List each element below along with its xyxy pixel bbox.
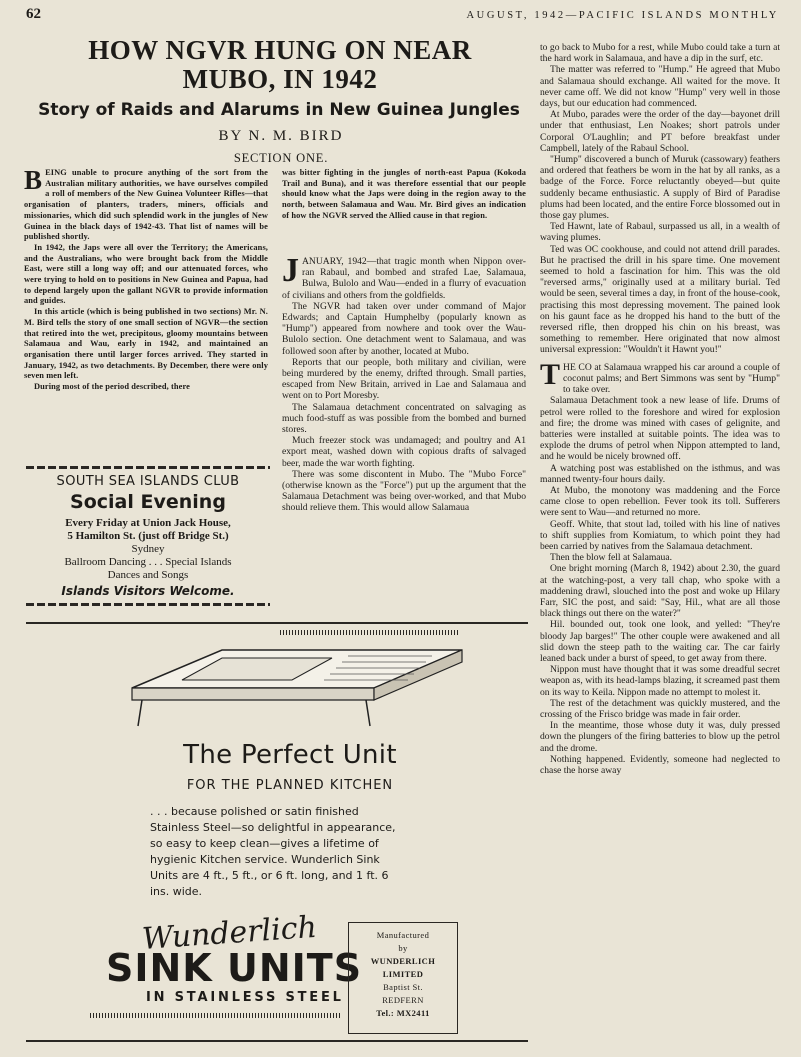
c3-paragraph-18: Nothing happened. Evidently, someone had neglected to chase the horse away — [540, 753, 780, 776]
section-label: SECTION ONE. — [233, 151, 329, 165]
title-line-2: MUBO, IN 1942 — [182, 64, 378, 94]
body-drop-cap: J — [282, 256, 299, 289]
ad-brand-script: Wunderlich — [141, 909, 318, 957]
c3-paragraph-13: One bright morning (March 8, 1942) about 2.30, the guard at the watching-post, a very tall chap, who spoke with a maddening drawl, slouched into the post and woke up Hilary Farr, SIC the post, and said: "Say, Hil., what are all those black things out there on the water?" — [540, 563, 780, 620]
c3-paragraph-4: "Hump" discovered a bunch of Muruk (cassowary) feathers and ordered that feathers be worn in the hat by all ranks, as a badge of the Force. Force reluctantly obeyed—but quite suddenly became enthusiastic. A supply of Bird of Paradise plums had been located, and the entire Force blossomed out in those gay plumes. — [540, 154, 780, 222]
sink-unit-illustration — [112, 638, 464, 730]
intro-continuation-text: was bitter fighting in the jungles of north-east Papua (Kokoda Trail and Buna), and it was therefore essential that our people should know what the Japs were doing in the region away to the north, between Salamaua and Wau. Mr. Bird gives an indication of how the NGVR served the Allied cause in that region. — [282, 168, 526, 220]
club-when: Every Friday at Union Jack House, — [65, 517, 231, 529]
body-paragraph-5: Much freezer stock was undamaged; and poultry and A1 export meat, washed down with copious drafts of salvaged beer, made the war worth fighting. — [282, 435, 526, 469]
c3-paragraph-7: THE CO at Salamaua wrapped his car around a couple of coconut palms; and Bert Simmons was sent by "Hump" to take over. — [540, 357, 780, 396]
maker-line-1: Manufactured — [376, 930, 430, 940]
intro-column — [24, 168, 268, 462]
body-paragraph-1: JANUARY, 1942—that tragic month when Nippon over-ran Rabaul, and bombed and strafed Lae, Salamaua, Bulwa, Bulolo and Wau—ended in a flurry of evacuation of civilians and others from the goldfields. — [282, 256, 526, 301]
body-paragraph-3: Reports that our people, both military and civilian, were being murdered by the enemy, drifted through. Small parties, escaped from New Britain, arrived in Lae and Salamaua and went on to Port Moresby. — [282, 356, 526, 402]
running-head: AUGUST, 1942—PACIFIC ISLANDS MONTHLY — [466, 10, 779, 21]
intro-paragraph-1: BEING unable to procure anything of the sort from the Australian military authorities, we have ourselves compiled a roll of members of the New Guinea Volunteer Rifles—that organisation of planters, traders, miners, officials and missionaries, which did such splendid work in the jungles of New Guinea in the black days of 1942-43. That list of names will be published shortly. — [24, 168, 268, 242]
c3-paragraph-17: In the meantime, those whose duty it was, duly pressed down the plungers of the firing batteries to blow up the petrol and the drome. — [540, 720, 780, 754]
club-ad-bottom-rule — [26, 603, 270, 606]
ad-product-name: SINK UNITS — [106, 946, 363, 990]
maker-line-3: WUNDERLICH — [370, 956, 436, 966]
ad-bottom-rule — [26, 1040, 528, 1042]
club-ad-top-rule — [26, 466, 270, 469]
manufacturer-box — [348, 922, 458, 1034]
article-title — [30, 36, 530, 94]
c3-drop-cap: T — [540, 357, 561, 391]
body-paragraph-6: There was some discontent in Mubo. The "Mubo Force" (otherwise known as the "Force") put up the argument that the Salamaua Detachment was being over-worked, and that Mubo should relieve them. This would allow Salamaua — [282, 468, 526, 514]
club-activities-2: Dances and Songs — [107, 569, 189, 581]
ad-title: The Perfect Unit — [183, 740, 397, 770]
body-column-3 — [540, 42, 780, 1052]
club-where: 5 Hamilton St. (just off Bridge St.) — [67, 530, 229, 542]
title-line-1: HOW NGVR HUNG ON NEAR — [88, 35, 472, 65]
c3-paragraph-9: A watching post was established on the isthmus, and was manned twenty-four hours daily. — [540, 462, 780, 485]
c3-paragraph-2: The matter was referred to "Hump." He agreed that Mubo and Salamaua should exchange. All waited for the move. It never came off. We did not know "Hump" very well in those days, but our education had commenced. — [540, 64, 780, 110]
intro-continuation — [282, 168, 526, 250]
intro-paragraph-4: During most of the period described, there — [34, 382, 190, 392]
c3-paragraph-6: Ted was OC cookhouse, and could not attend drill parades. But he practised the drill in his spare time. One movement seemed to hold a fascination for him. This was the old "reversed arms," originally used at a military burial. Ted would be seen, several times a day, in front of the house-cook, practising this most depressing movement. The pained look on his gaunt face as he dropped his hand to the butt of the reversed rifle, then dropped his chin on his breast, was something to remember. Here originated that now almost universal expression: "Wouldn't it Hawnt you!" — [540, 243, 780, 356]
club-activities-1: Ballroom Dancing . . . Special Islands — [64, 556, 232, 568]
club-name: SOUTH SEA ISLANDS CLUB — [56, 474, 240, 489]
intro-paragraph-2: In 1942, the Japs were all over the Territory; the Americans, and the Australians, who were brought back from the Middle East, were still a long way off; and our attenuated forces, who were trying to hold on to positions in New Guinea and Papua, had to depend largely upon the gallant NGVR to provide information and guides. — [24, 242, 268, 306]
ad-subtitle: FOR THE PLANNED KITCHEN — [186, 778, 394, 793]
byline: BY N. M. BIRD — [218, 128, 344, 144]
c3-paragraph-14: Hil. bounded out, took one look, and yelled: "They're bloody Jap barges!" The other couple were awakened and all slid down the steep path to the waiting car. The car fairly leaned back under a burst of speed, to get away from there. — [540, 619, 780, 664]
page-number: 62 — [26, 6, 41, 22]
c3-paragraph-8: Salamaua Detachment took a new lease of life. Drums of petrol were rolled to the foreshore and wired for explosion and fire; the drome was mined with cases of gelignite, and batteries were installed at suitable points. The idea was to explode the drums of petrol when Nippon attempted to land, and he would be nicely browned off. — [540, 395, 780, 463]
maker-line-7: Tel.: MX2411 — [376, 1008, 430, 1018]
body-paragraph-4: The Salamaua detachment concentrated on salvaging as much food-stuff as was possible from the bombed and burned stores. — [282, 401, 526, 436]
maker-line-4: LIMITED — [382, 969, 424, 979]
ad-material: IN STAINLESS STEEL — [146, 990, 344, 1005]
club-event: Social Evening — [70, 491, 226, 513]
maker-line-6: REDFERN — [382, 995, 424, 1005]
ad-body: . . . because polished or satin finished Stainless Steel—so delightful in appearance, so easy to keep clean—gives a lifetime of hygienic Kitchen service. Wunderlich Sink Units are 4 ft., 5 ft., or 6 ft. long, and 1 ft. 6 ins. wide. — [150, 805, 396, 898]
maker-line-2: by — [398, 943, 408, 953]
ad-hatch-top — [280, 630, 460, 635]
c3-paragraph-5: Ted Hawnt, late of Rabaul, surpassed us all, in a wealth of waving plumes. — [540, 221, 780, 244]
maker-line-5: Baptist St. — [383, 982, 423, 992]
c3-paragraph-15: Nippon must have thought that it was some dreadful secret weapon as, with its head-lamps blazing, it screamed past them on its way to Keila. Nippon made no attempt to molest it. — [540, 664, 780, 698]
c3-paragraph-12: Then the blow fell at Salamaua. — [550, 552, 673, 564]
body-column-2 — [282, 256, 526, 636]
body-paragraph-2: The NGVR had taken over under command of Major Edwards; and Captain Humphelby (popularly known as "Hump") appeared from nowhere and took over the Wau-Bulolo section. One detachment went to Salamaua, and was followed soon after by another, located at Mubo. — [282, 300, 526, 357]
club-advertisement — [26, 474, 270, 598]
club-city: Sydney — [131, 543, 165, 555]
c3-paragraph-16: The rest of the detachment was quickly mustered, and the crossing of the Frisco bridge was made in fair order. — [540, 697, 780, 720]
c3-paragraph-1: to go back to Mubo for a rest, while Mubo could take a turn at the hard work in Salamaua, and have a dip in the surf, etc. — [540, 42, 780, 65]
article-subtitle: Story of Raids and Alarums in New Guinea Jungles — [38, 100, 520, 120]
c3-paragraph-3: At Mubo, parades were the order of the day—bayonet drill under that enthusiast, Len Noakes; short patrols under Corporal O'Laughlin; and PT before breakfast under Campbell, lately of the Rabaul School. — [540, 109, 780, 154]
c3-paragraph-10: At Mubo, the monotony was maddening and the Force came close to open rebellion. Fever took its toll. Sufferers were sent to Wau—and returned no more. — [540, 484, 780, 519]
intro-paragraph-3: In this article (which is being published in two sections) Mr. N. M. Bird tells the story of one small section of NGVR—the section that retired into the wet, precipitous, gloomy mountains between Salamaua and Wau, early in 1942, and maintained an organisation there until larger forces arrived. They started in January, 1942, as two detachments. By December, there were only seven men left. — [24, 307, 268, 381]
ad-top-rule — [26, 622, 528, 624]
intro-drop-cap: B — [24, 168, 43, 195]
club-welcome: Islands Visitors Welcome. — [61, 584, 235, 598]
ad-hatch-bottom — [90, 1013, 340, 1018]
c3-paragraph-11: Geoff. White, that stout lad, toiled with his line of natives to shift supplies from Komiatum, to which point they had been carried by natives from the Salamaua detachment. — [540, 518, 780, 552]
